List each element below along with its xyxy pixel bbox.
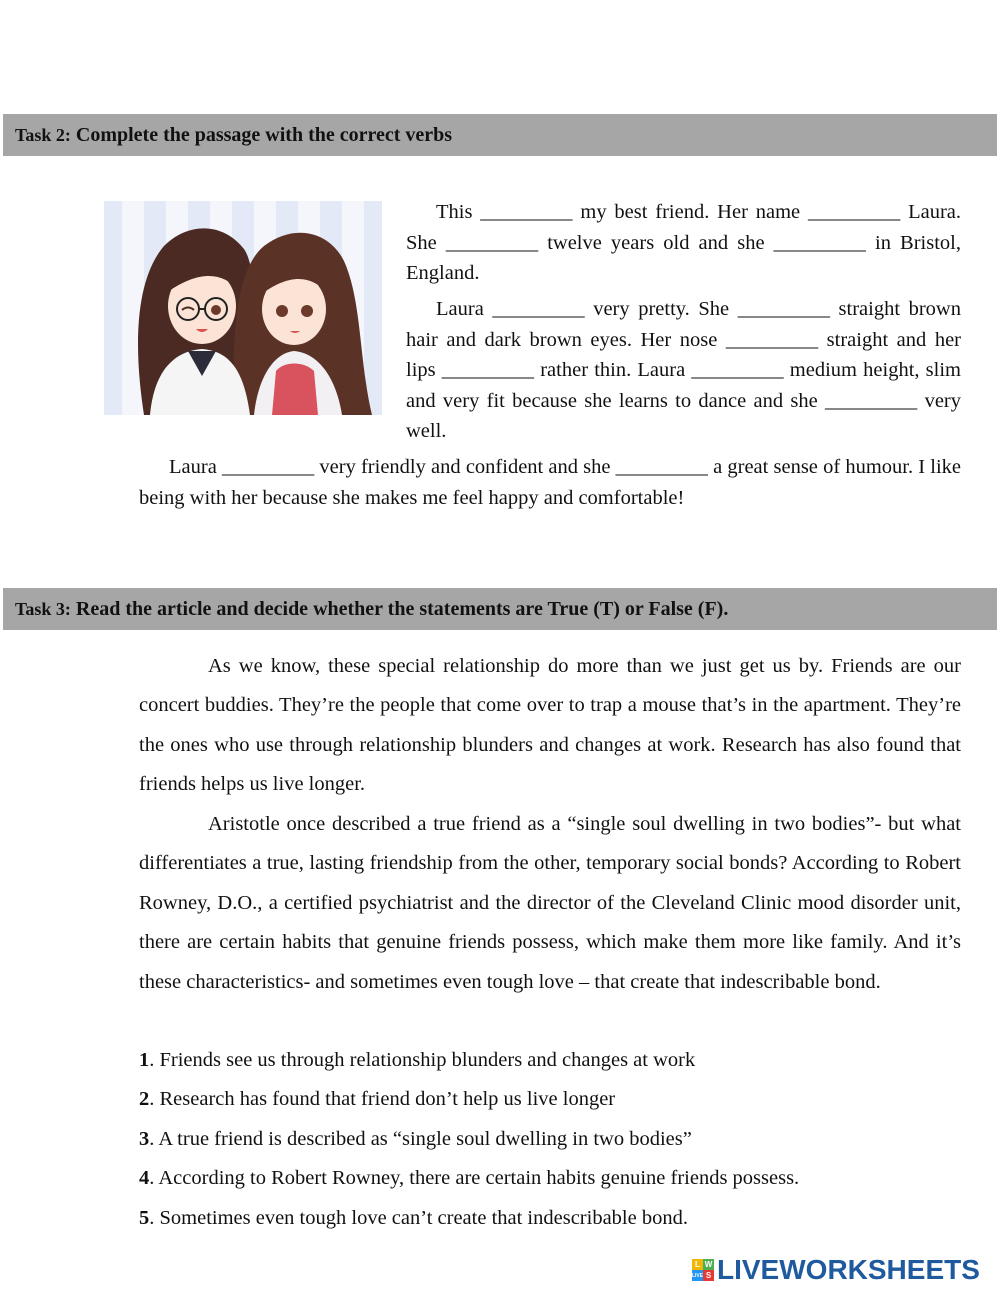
task3-heading: Read the article and decide whether the statements are True (T) or False (F). xyxy=(75,598,729,620)
statement-1 xyxy=(139,1041,961,1080)
statement-3 xyxy=(139,1120,961,1159)
liveworksheets-logo[interactable] xyxy=(692,1255,980,1285)
statement-5-text: . Sometimes even tough love can’t create that indescribable bond. xyxy=(149,1206,688,1229)
task2-paragraph-3: Laura _________ very friendly and confident and she _________ a great sense of humour. I like being with her because she makes me feel happy and comfortable! xyxy=(139,456,961,509)
statement-3-number: 3 xyxy=(139,1127,150,1150)
logo-badge-s: S xyxy=(703,1270,714,1281)
task3-header xyxy=(3,588,997,630)
task2-heading: Complete the passage with the correct verbs xyxy=(75,124,453,146)
statement-2 xyxy=(139,1080,961,1119)
task2-paragraph-1 xyxy=(406,197,961,289)
statement-4-number: 4 xyxy=(139,1167,150,1190)
logo-badge-l: L xyxy=(692,1259,703,1270)
task3-paragraph-1: As we know, these special relationship do more than we just get us by. Friends are our concert buddies. They’re the people that come over to trap a mouse that’s in the apartment. They’re the ones who use through relationship blunders and changes at work. Research has also found that friends helps us live longer. xyxy=(139,655,961,796)
two-girls-illustration xyxy=(104,201,382,415)
statement-5 xyxy=(139,1199,961,1238)
statement-1-text: . Friends see us through relationship blunders and changes at work xyxy=(149,1049,696,1071)
task2-header xyxy=(3,114,997,156)
task3-statements xyxy=(139,1041,961,1238)
statement-2-text: . Research has found that friend don’t help us live longer xyxy=(149,1088,616,1111)
statement-4-text: . According to Robert Rowney, there are certain habits genuine friends possess. xyxy=(149,1167,800,1190)
statement-1-number: 1 xyxy=(139,1049,150,1071)
task2-number: Task 2: xyxy=(15,125,71,145)
task3-paragraph-2: Aristotle once described a true friend as a “single soul dwelling in two bodies”- but what differentiates a true, lasting friendship from the other, temporary social bonds? According to Robert Rowney, D.O., a certified psychiatrist and the director of the Cleveland Clinic mood disorder unit, there are certain habits that genuine friends possess, which make them more like family. And it’s these characteristics- and sometimes even tough love – that create that indescribable bond. xyxy=(139,813,961,993)
logo-badge-w: W xyxy=(704,1260,713,1269)
statement-2-number: 2 xyxy=(139,1088,150,1111)
logo-badge-live: LIVE xyxy=(692,1270,703,1281)
logo-badge-icon xyxy=(692,1259,714,1281)
task3-number: Task 3: xyxy=(15,599,71,619)
statement-4 xyxy=(139,1159,961,1198)
task2-paragraph-2-text: Laura _________ very pretty. She _________ straight brown hair and dark brown eyes. Her nose _________ straight and her lips _________ rather thin. Laura _________ medium height, slim and very fit because she learns to dance and she _________ very well. xyxy=(406,298,961,442)
task2-paragraph-2 xyxy=(406,294,961,447)
task2-paragraph-1-text: This _________ my best friend. Her name _________ Laura. She _________ twelve years old and she _________ in Bristol, England. xyxy=(406,201,961,284)
statement-5-number: 5 xyxy=(139,1206,150,1229)
statement-3-text: . A true friend is described as “single soul dwelling in two bodies” xyxy=(149,1127,692,1150)
logo-text: LIVEWORKSHEETS xyxy=(717,1254,980,1285)
